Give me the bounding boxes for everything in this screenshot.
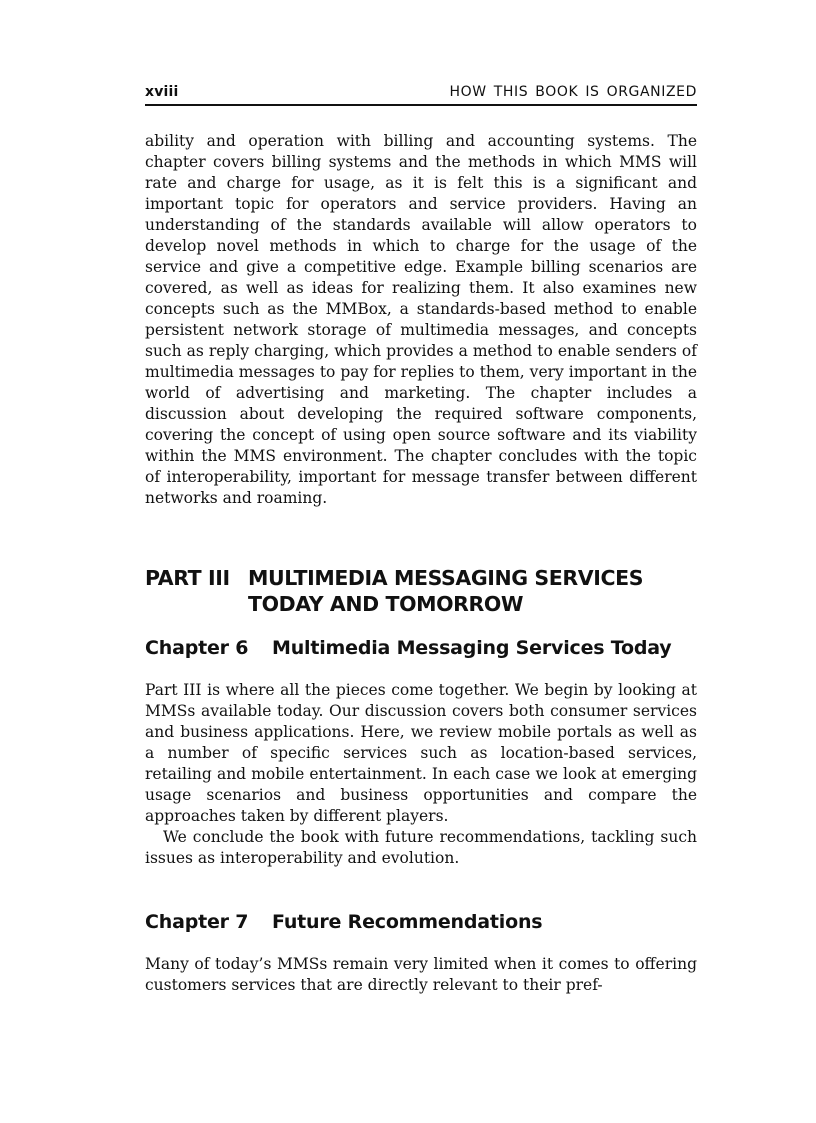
book-page [145, 0, 697, 1123]
chapter-6-paragraph-2: We conclude the book with future recommendations, tackling such issues as interoperability and evolution. [145, 828, 697, 867]
chapter-7-title: Future Recommendations [272, 911, 543, 933]
chapter-6-paragraph-1: Part III is where all the pieces come together. We begin by looking at MMSs available today. Our discussion covers both consumer services and business applications. Here, we review mobile portals as well as a number of specific services such as location-based services, retailing and mobile entertainment. In each case we look at emerging usage scenarios and business opportunities and compare the approaches taken by different players. [145, 681, 697, 825]
part-label: PART III [145, 566, 230, 590]
part-title-line-2: TODAY AND TOMORROW [248, 592, 524, 616]
chapter-6-label: Chapter 6 [145, 637, 249, 659]
chapter-6-heading [145, 636, 697, 660]
intro-paragraph: ability and operation with billing and accounting systems. The chapter covers billing systems and the methods in which MMS will rate and charge for usage, as it is felt this is a significant and important topic for operators and service providers. Having an understanding of the standards available will allow operators to develop novel methods in which to charge for the usage of the service and give a competitive edge. Example billing scenarios are covered, as well as ideas for realizing them. It also examines new concepts such as the MMBox, a standards-based method to enable persistent network storage of multimedia messages, and concepts such as reply charging, which provides a method to enable senders of multimedia messages to pay for replies to them, very important in the world of advertising and marketing. The chapter includes a discussion about developing the required software components, covering the concept of using open source software and its viability within the MMS environment. The chapter concludes with the topic of interoperability, important for message transfer between different networks and roaming. [145, 132, 697, 507]
chapter-7-heading [145, 910, 697, 934]
chapter-7-label: Chapter 7 [145, 911, 249, 933]
chapter-7-paragraph-1: Many of today’s MMSs remain very limited when it comes to offering customers services that are directly relevant to their pref- [145, 955, 697, 994]
chapter-6-title: Multimedia Messaging Services Today [272, 637, 672, 659]
running-header [145, 82, 697, 106]
part-title-line-1: MULTIMEDIA MESSAGING SERVICES [248, 566, 644, 590]
running-title: HOW THIS BOOK IS ORGANIZED [449, 84, 697, 100]
page-number: xviii [145, 84, 179, 100]
